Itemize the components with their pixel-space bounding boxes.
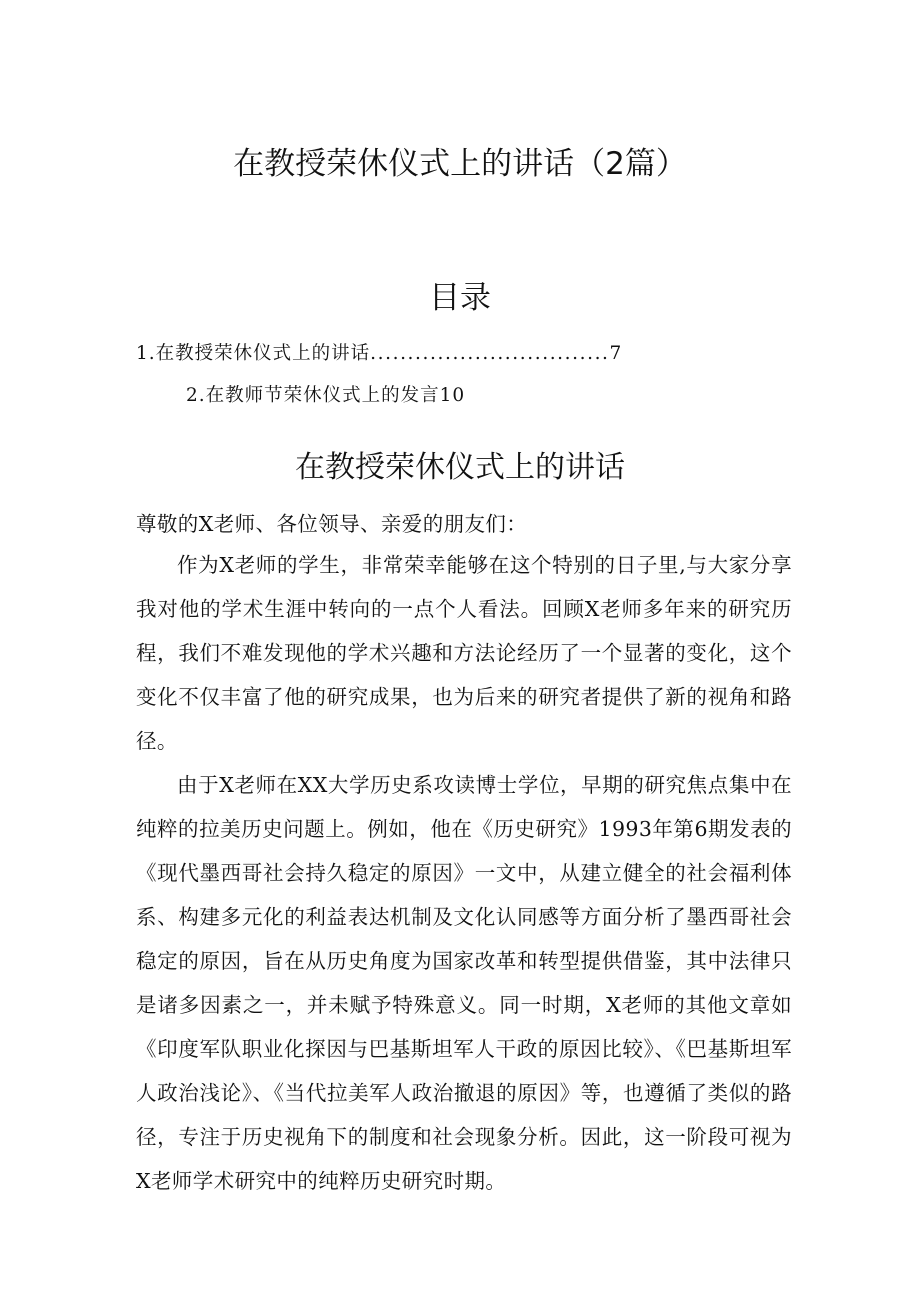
- toc-item-label: 1.在教授荣休仪式上的讲话: [136, 343, 371, 364]
- section-title: 在教授荣休仪式上的讲话: [295, 450, 625, 485]
- toc-item-leader: ................................: [370, 343, 610, 364]
- body-paragraph-2: [136, 763, 792, 1203]
- paragraph-text: 作为X老师的学生，非常荣幸能够在这个特别的日子里,与大家分享我对他的学术生涯中转向的一点个人看法。回顾X老师多年来的研究历程，我们不难发现他的学术兴趣和方法论经历了一个显著的变化，这个变化不仅丰富了他的研究成果，也为后来的研究者提供了新的视角和路径。: [136, 553, 792, 753]
- toc-heading: 目录: [429, 280, 491, 316]
- body-paragraph-1: [136, 543, 792, 763]
- toc-item-1[interactable]: [136, 339, 622, 365]
- toc-item-page: 10: [439, 385, 466, 406]
- paragraph-text: 由于X老师在XX大学历史系攻读博士学位，早期的研究焦点集中在纯粹的拉美历史问题上。例如，他在《历史研究》1993年第6期发表的《现代墨西哥社会持久稳定的原因》一文中，从建立健全的社会福利体系、构建多元化的利益表达机制及文化认同感等方面分析了墨西哥社会稳定的原因，旨在从历史角度为国家改革和转型提供借鉴，其中法律只是诸多因素之一，并未赋予特殊意义。同一时期，X老师的其他文章如《印度军队职业化探因与巴基斯坦军人干政的原因比较》、《巴基斯坦军人政治浅论》、《当代拉美军人政治撤退的原因》等，也遵循了类似的路径，专注于历史视角下的制度和社会现象分析。因此，这一阶段可视为X老师学术研究中的纯粹历史研究时期。: [136, 773, 792, 1193]
- greeting: 尊敬的X老师、各位领导、亲爱的朋友们：: [136, 512, 528, 536]
- toc-item-label: 2.在教师节荣休仪式上的发言: [186, 385, 440, 406]
- document-title: 在教授荣休仪式上的讲话（2篇）: [233, 146, 687, 182]
- toc-item-2[interactable]: [186, 381, 465, 407]
- toc-item-page: 7: [609, 343, 623, 364]
